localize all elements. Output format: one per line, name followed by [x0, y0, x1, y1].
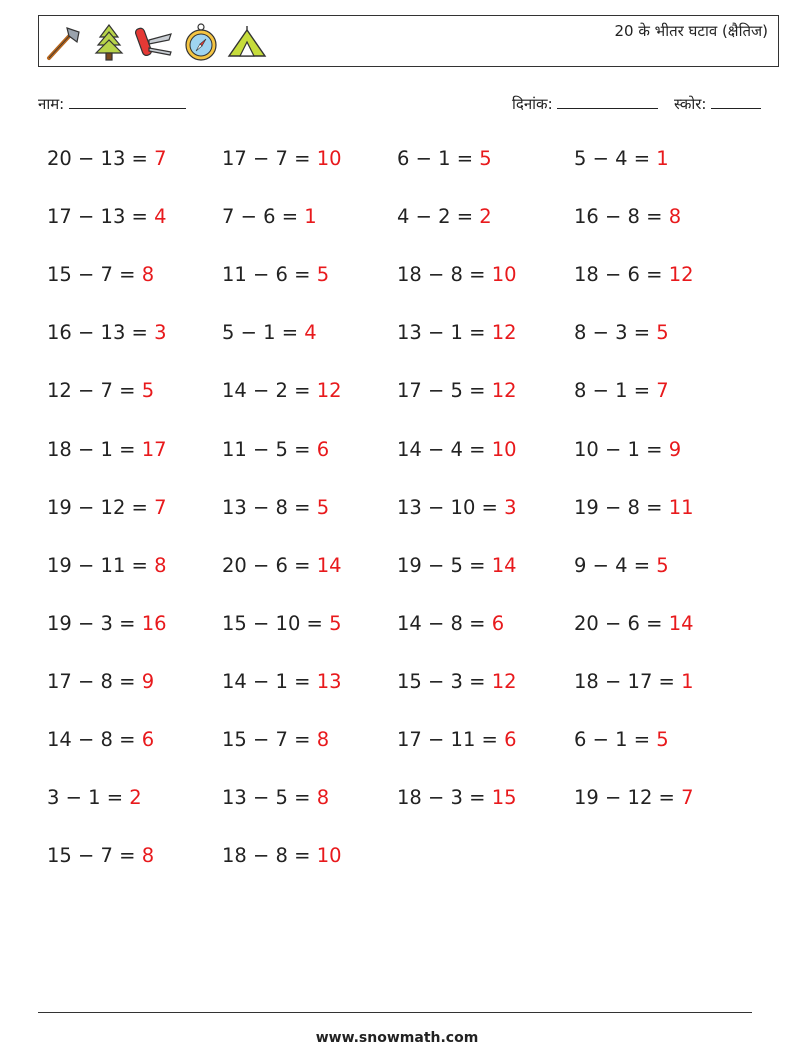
problem-question: 7 − 6 = — [222, 205, 305, 229]
problem-answer: 10 — [316, 844, 342, 868]
worksheet-header — [38, 15, 779, 67]
problem-item — [574, 728, 669, 751]
problem-question: 12 − 7 = — [47, 379, 142, 403]
problem-question: 18 − 3 = — [397, 786, 492, 810]
pine-tree-icon — [89, 22, 129, 62]
problem-question: 5 − 4 = — [574, 147, 657, 170]
problem-answer: 13 — [316, 669, 342, 693]
problem-answer: 12 — [491, 379, 517, 403]
problem-question: 9 − 4 = — [574, 553, 657, 577]
problem-answer: 15 — [491, 786, 517, 810]
problem-item — [574, 438, 681, 461]
problem-question: 18 − 1 = — [47, 437, 142, 461]
problem-answer: 14 — [491, 553, 517, 577]
problem-question: 14 − 8 = — [397, 611, 492, 635]
problem-question: 14 − 4 = — [397, 437, 492, 461]
tent-icon — [227, 22, 267, 62]
footer-url: www.snowmath.com — [315, 1030, 479, 1046]
problem-item — [574, 786, 694, 809]
problem-answer: 7 — [154, 495, 167, 519]
problem-question: 19 − 12 = — [574, 786, 682, 810]
problem-item — [397, 786, 517, 809]
problem-question: 11 − 6 = — [222, 263, 317, 287]
problem-item — [222, 728, 329, 751]
problem-answer: 1 — [656, 147, 669, 170]
problem-item — [47, 670, 154, 693]
problem-item — [47, 612, 167, 635]
problem-answer: 5 — [656, 321, 669, 345]
problem-answer: 14 — [316, 553, 342, 577]
problem-question: 6 − 1 = — [397, 147, 480, 170]
problem-answer: 8 — [154, 553, 167, 577]
problem-item — [574, 263, 694, 286]
problem-item — [574, 205, 681, 228]
problem-item — [222, 844, 342, 867]
problem-item — [47, 147, 167, 170]
problem-item — [574, 670, 694, 693]
problem-item — [47, 205, 167, 228]
problem-item — [397, 263, 517, 286]
problem-question: 10 − 1 = — [574, 437, 669, 461]
problem-answer: 16 — [141, 611, 167, 635]
problem-answer: 3 — [154, 321, 167, 345]
problem-question: 15 − 7 = — [222, 728, 317, 751]
problem-answer: 6 — [504, 728, 517, 751]
problem-item — [222, 612, 342, 635]
problem-question: 5 − 1 = — [222, 321, 305, 345]
problem-question: 17 − 5 = — [397, 379, 492, 403]
problem-answer: 6 — [316, 437, 330, 461]
problem-answer: 12 — [491, 321, 517, 345]
date-label: दिनांक: — [512, 95, 553, 113]
problem-item — [222, 147, 342, 170]
problem-item — [47, 438, 167, 461]
problem-answer: 5 — [141, 379, 155, 403]
name-label: नाम: — [38, 95, 65, 113]
score-blank — [711, 94, 761, 109]
problem-question: 15 − 7 = — [47, 263, 142, 287]
problem-item — [47, 379, 154, 402]
problem-question: 17 − 13 = — [47, 205, 155, 229]
problem-question: 13 − 1 = — [397, 321, 492, 345]
problem-answer: 2 — [129, 786, 142, 810]
problem-answer: 7 — [154, 147, 167, 170]
problem-answer: 5 — [329, 611, 342, 635]
problem-answer: 8 — [316, 728, 330, 751]
problem-item — [222, 496, 329, 519]
problem-item — [397, 438, 517, 461]
problem-item — [47, 496, 167, 519]
problem-item — [222, 438, 329, 461]
problem-question: 8 − 3 = — [574, 321, 657, 345]
problem-item — [222, 379, 342, 402]
problem-question: 13 − 5 = — [222, 786, 317, 810]
problem-answer: 11 — [668, 495, 694, 519]
problem-item — [397, 321, 517, 344]
problem-question: 17 − 8 = — [47, 669, 142, 693]
problem-item — [574, 612, 694, 635]
problem-answer: 8 — [141, 844, 155, 868]
name-blank — [69, 94, 186, 109]
problem-item — [397, 205, 492, 228]
problem-question: 13 − 10 = — [397, 495, 505, 519]
problem-item — [47, 728, 154, 751]
problem-answer: 5 — [316, 263, 330, 287]
problem-item — [222, 554, 342, 577]
problem-item — [222, 670, 342, 693]
problem-item — [397, 147, 492, 170]
problem-question: 19 − 11 = — [47, 553, 155, 577]
problem-answer: 12 — [668, 263, 694, 287]
problem-answer: 5 — [479, 147, 492, 170]
problem-question: 20 − 13 = — [47, 147, 155, 170]
problem-item — [397, 554, 517, 577]
compass-icon — [181, 22, 221, 62]
problem-question: 18 − 8 = — [397, 263, 492, 287]
problem-item — [574, 554, 669, 577]
problem-answer: 4 — [304, 321, 317, 345]
problem-answer: 14 — [668, 611, 694, 635]
problem-question: 19 − 3 = — [47, 611, 142, 635]
pocket-knife-icon — [135, 22, 175, 62]
problem-question: 13 − 8 = — [222, 495, 317, 519]
problem-item — [397, 670, 517, 693]
problem-answer: 7 — [681, 786, 694, 810]
problem-item — [574, 496, 694, 519]
problem-item — [397, 496, 517, 519]
problem-answer: 4 — [154, 205, 167, 229]
problem-question: 17 − 7 = — [222, 147, 317, 170]
footer-divider — [38, 1012, 752, 1013]
problem-question: 20 − 6 = — [222, 553, 317, 577]
date-blank — [557, 94, 658, 109]
problem-question: 17 − 11 = — [397, 728, 505, 751]
problem-question: 18 − 8 = — [222, 844, 317, 868]
problem-item — [47, 321, 167, 344]
problem-item — [574, 379, 669, 402]
problem-item — [397, 612, 504, 635]
problem-answer: 10 — [316, 147, 342, 170]
problem-item — [574, 147, 669, 170]
problem-answer: 5 — [656, 553, 669, 577]
header-icons — [43, 20, 267, 64]
problem-answer: 1 — [304, 205, 317, 229]
problem-question: 15 − 7 = — [47, 844, 142, 868]
problem-answer: 7 — [656, 379, 669, 403]
problem-answer: 5 — [656, 728, 669, 751]
problem-item — [47, 263, 154, 286]
problem-item — [47, 554, 167, 577]
score-label: स्कोर: — [673, 95, 707, 113]
date-score-fields — [512, 94, 761, 114]
problem-question: 15 − 3 = — [397, 669, 492, 693]
problem-question: 20 − 6 = — [574, 611, 669, 635]
problem-answer: 10 — [491, 437, 517, 461]
problem-item — [222, 263, 329, 286]
problem-question: 11 − 5 = — [222, 437, 317, 461]
problem-question: 16 − 13 = — [47, 321, 155, 345]
problem-item — [574, 321, 669, 344]
problem-question: 4 − 2 = — [397, 205, 480, 229]
problem-question: 14 − 1 = — [222, 669, 317, 693]
problem-answer: 3 — [504, 495, 517, 519]
problem-item — [397, 728, 517, 751]
problem-item — [47, 786, 142, 809]
problem-answer: 2 — [479, 205, 492, 229]
problem-answer: 12 — [316, 379, 342, 403]
name-field — [38, 94, 186, 114]
problem-question: 14 − 2 = — [222, 379, 317, 403]
problem-question: 3 − 1 = — [47, 786, 130, 810]
problem-answer: 9 — [141, 669, 155, 693]
axe-icon — [43, 22, 83, 62]
problem-answer: 5 — [316, 495, 330, 519]
problem-answer: 17 — [141, 437, 167, 461]
problem-item — [397, 379, 517, 402]
problem-item — [222, 205, 317, 228]
problem-answer: 9 — [668, 437, 682, 461]
problem-answer: 8 — [141, 263, 155, 287]
problem-item — [47, 844, 154, 867]
problem-item — [222, 321, 317, 344]
worksheet-title: 20 के भीतर घटाव (क्षैतिज) — [614, 22, 768, 40]
problem-question: 19 − 5 = — [397, 553, 492, 577]
problem-question: 16 − 8 = — [574, 205, 669, 229]
problem-item — [222, 786, 329, 809]
problem-question: 18 − 6 = — [574, 263, 669, 287]
problem-question: 18 − 17 = — [574, 669, 682, 693]
problem-answer: 1 — [681, 669, 694, 693]
problem-answer: 8 — [668, 205, 682, 229]
problem-answer: 12 — [491, 669, 517, 693]
problem-question: 15 − 10 = — [222, 611, 330, 635]
problem-question: 8 − 1 = — [574, 379, 657, 403]
problem-question: 6 − 1 = — [574, 728, 657, 751]
problem-question: 14 − 8 = — [47, 728, 142, 751]
problem-answer: 6 — [491, 611, 505, 635]
problem-answer: 10 — [491, 263, 517, 287]
problem-question: 19 − 12 = — [47, 495, 155, 519]
problem-answer: 6 — [141, 728, 155, 751]
problem-answer: 8 — [316, 786, 330, 810]
problem-question: 19 − 8 = — [574, 495, 669, 519]
